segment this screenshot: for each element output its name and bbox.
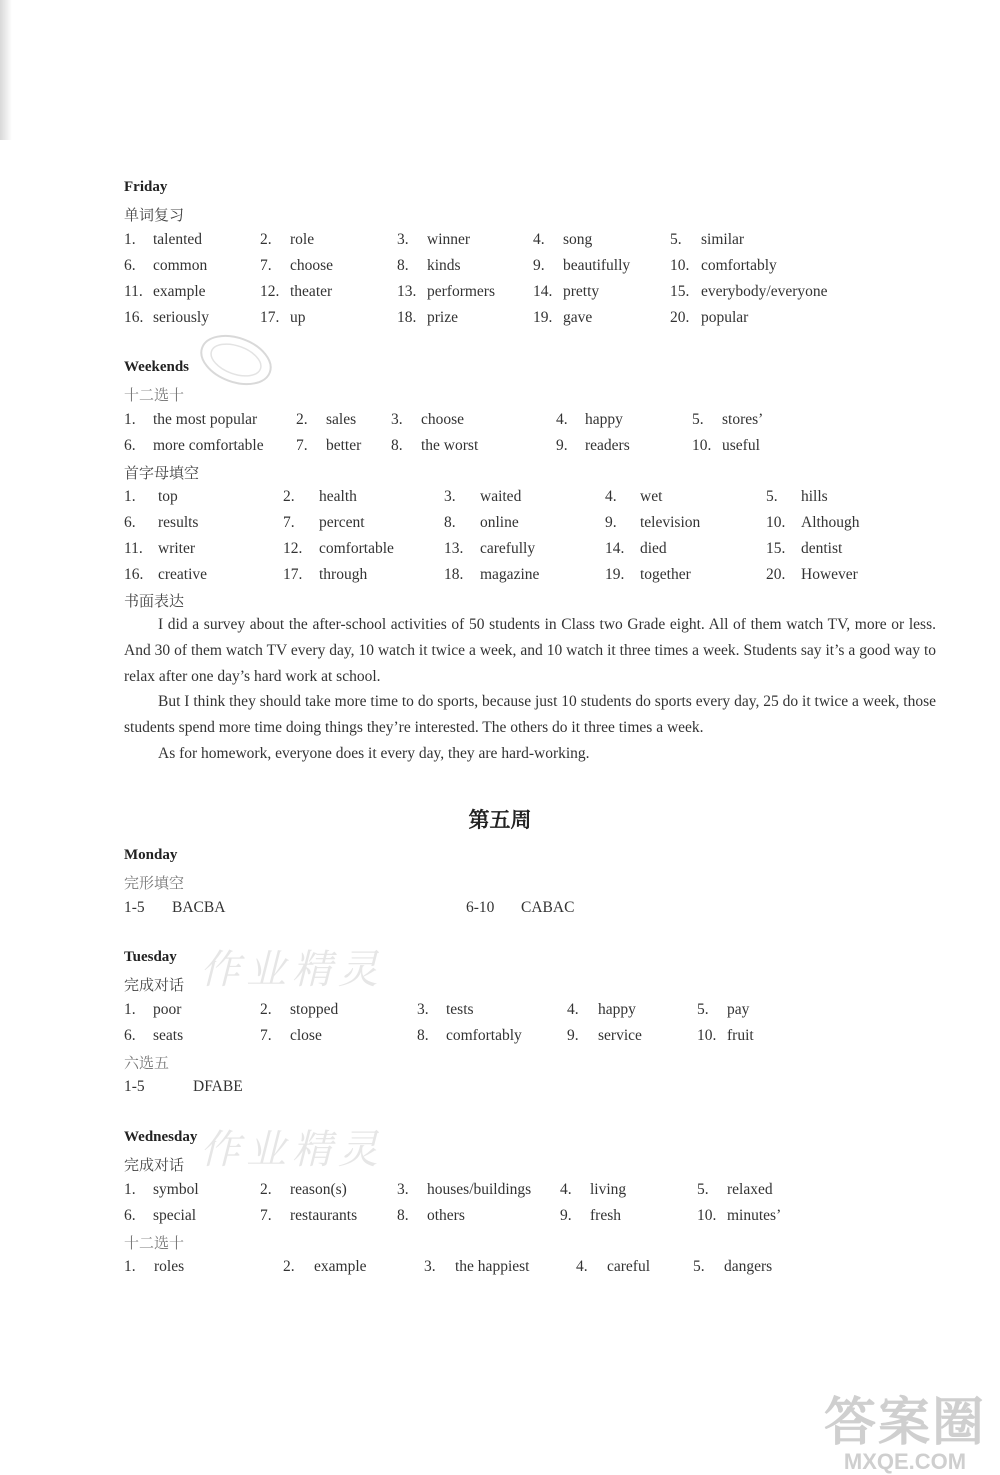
answer-word: example	[153, 283, 206, 300]
answer-number: 16.	[124, 566, 144, 583]
answer-word: percent	[319, 514, 365, 531]
answer-number: 10.	[766, 514, 786, 531]
answer-number: 13.	[444, 540, 464, 557]
answer-word: health	[319, 488, 357, 505]
brand-watermark-logo	[824, 1380, 986, 1475]
answer-number: 13.	[397, 283, 417, 300]
answer-number: 12.	[260, 283, 280, 300]
answer-number: 5.	[692, 411, 704, 428]
answer-number: 8.	[417, 1027, 429, 1044]
answer-number: 10.	[697, 1207, 717, 1224]
answer-number: 20.	[670, 309, 690, 326]
answer-row	[124, 488, 984, 508]
answer-number: 4.	[533, 231, 545, 248]
answer-number: 19.	[605, 566, 625, 583]
answer-word: kinds	[427, 257, 461, 274]
answer-word: gave	[563, 309, 593, 326]
answer-number: 9.	[533, 257, 545, 274]
answer-word: fresh	[590, 1207, 621, 1224]
answer-word: poor	[153, 1001, 182, 1018]
weekends-heading: Weekends	[124, 359, 190, 375]
answer-word: theater	[290, 283, 333, 300]
answer-row	[124, 411, 984, 431]
tuesday-heading: Tuesday	[124, 949, 177, 965]
answer-value: CABAC	[521, 899, 575, 916]
week-title: 第五周	[468, 808, 532, 832]
answer-word: beautifully	[563, 257, 631, 274]
answer-word: talented	[153, 231, 203, 248]
answer-number: 3.	[397, 1181, 409, 1198]
answer-number: 5.	[697, 1001, 709, 1018]
answer-word: choose	[421, 411, 465, 428]
answer-number: 14.	[605, 540, 625, 557]
answer-row	[124, 231, 984, 251]
answer-word: stores’	[722, 411, 764, 428]
answer-word: prize	[427, 309, 458, 326]
watermark-text: 作业精灵	[200, 947, 384, 992]
answer-row	[124, 283, 984, 303]
answer-number: 7.	[260, 1027, 272, 1044]
answer-number: 20.	[766, 566, 786, 583]
answer-row	[124, 257, 984, 277]
answer-number: 4.	[567, 1001, 579, 1018]
answer-word: better	[326, 437, 362, 454]
answer-number: 12.	[283, 540, 303, 557]
answer-word: happy	[585, 411, 623, 428]
answer-row	[124, 566, 984, 586]
answer-word: useful	[722, 437, 760, 454]
answer-word: pay	[727, 1001, 750, 1018]
essay-paragraph: But I think they should take more time to do sports, because just 10 students do sports every day, 25 do it twice a week, those students spend more time doing things they’re interested. The others do it three times a week.	[124, 693, 936, 737]
answer-number: 6.	[124, 1207, 136, 1224]
weekends-section-twelve-choose-ten: 十二选十	[124, 388, 185, 404]
answer-word: the most popular	[153, 411, 258, 428]
answer-number: 2.	[260, 231, 272, 248]
friday-section-word-review: 单词复习	[124, 208, 185, 224]
answer-number: 6.	[124, 257, 136, 274]
answer-number: 8.	[391, 437, 403, 454]
answer-word: symbol	[153, 1181, 199, 1198]
answer-number: 4.	[560, 1181, 572, 1198]
answer-number: 8.	[444, 514, 456, 531]
answer-number: 2.	[260, 1001, 272, 1018]
page-edge-shadow	[0, 0, 12, 140]
answer-number: 3.	[417, 1001, 429, 1018]
answer-number: 5.	[697, 1181, 709, 1198]
answer-range: 1-5	[124, 1078, 145, 1095]
answer-row	[124, 437, 984, 457]
answer-range: 6-10	[466, 899, 495, 916]
weekends-section-writing: 书面表达	[124, 594, 185, 610]
answer-number: 10.	[692, 437, 712, 454]
answer-word: carefully	[480, 540, 536, 557]
answer-word: song	[563, 231, 593, 248]
answer-number: 6.	[124, 514, 136, 531]
answer-number: 1.	[124, 231, 136, 248]
essay-paragraph: I did a survey about the after-school activities of 50 students in Class two Grade eight. All of them watch TV, more or less. And 30 of them watch TV every day, 10 watch it twice a week, and 10 watch it three times a week. Students say it’s a good way to relax after one day’s hard work at school.	[124, 616, 936, 685]
answer-word: restaurants	[290, 1207, 358, 1224]
answer-number: 5.	[766, 488, 778, 505]
answer-number: 8.	[397, 1207, 409, 1224]
answer-word: pretty	[563, 283, 600, 300]
answer-word: example	[314, 1258, 367, 1275]
answer-word: careful	[607, 1258, 651, 1275]
answer-number: 9.	[567, 1027, 579, 1044]
answer-number: 6.	[124, 437, 136, 454]
answer-word: sales	[326, 411, 357, 428]
answer-number: 11.	[124, 540, 143, 557]
answer-word: comfortably	[446, 1027, 522, 1044]
answer-number: 1.	[124, 411, 136, 428]
answer-range: 1-5	[124, 899, 145, 916]
answer-word: Although	[801, 514, 860, 531]
friday-heading: Friday	[124, 179, 168, 195]
watermark-text: 作业精灵	[200, 1127, 384, 1172]
answer-number: 9.	[556, 437, 568, 454]
answer-word: up	[290, 309, 306, 326]
tuesday-section-six-choose-five: 六选五	[124, 1056, 170, 1072]
answer-word: relaxed	[727, 1181, 773, 1198]
answer-number: 15.	[766, 540, 786, 557]
answer-number: 7.	[283, 514, 295, 531]
answer-row	[124, 1001, 984, 1021]
answer-value: DFABE	[193, 1078, 243, 1095]
answer-word: others	[427, 1207, 465, 1224]
answer-number: 15.	[670, 283, 690, 300]
answer-number: 8.	[397, 257, 409, 274]
answer-word: magazine	[480, 566, 540, 583]
answer-number: 4.	[605, 488, 617, 505]
answer-number: 11.	[124, 283, 143, 300]
tuesday-section-dialogue: 完成对话	[124, 978, 185, 994]
answer-number: 10.	[697, 1027, 717, 1044]
answer-word: minutes’	[727, 1207, 782, 1224]
answer-word: happy	[598, 1001, 636, 1018]
answer-word: houses/buildings	[427, 1181, 532, 1198]
answer-row	[124, 1258, 984, 1278]
answer-row	[124, 1027, 984, 1047]
answer-number: 2.	[296, 411, 308, 428]
answer-number: 3.	[391, 411, 403, 428]
answer-word: service	[598, 1027, 642, 1044]
answer-word: popular	[701, 309, 749, 326]
watermark-stamp-icon	[196, 332, 276, 388]
answer-number: 3.	[444, 488, 456, 505]
writing-essay	[124, 612, 936, 767]
answer-number: 7.	[260, 1207, 272, 1224]
answer-number: 18.	[397, 309, 417, 326]
answer-word: creative	[158, 566, 208, 583]
answer-word: stopped	[290, 1001, 339, 1018]
answer-number: 6.	[124, 1027, 136, 1044]
answer-number: 7.	[296, 437, 308, 454]
answer-number: 5.	[670, 231, 682, 248]
answer-word: writer	[158, 540, 196, 557]
answer-number: 18.	[444, 566, 464, 583]
answer-row	[124, 309, 984, 329]
answer-word: tests	[446, 1001, 474, 1018]
answer-word: results	[158, 514, 199, 531]
answer-word: roles	[154, 1258, 185, 1275]
answer-row	[124, 1207, 984, 1227]
answer-number: 17.	[283, 566, 303, 583]
answer-number: 3.	[424, 1258, 436, 1275]
answer-word: seats	[153, 1027, 184, 1044]
answer-number: 1.	[124, 1181, 136, 1198]
answer-word: comfortable	[319, 540, 394, 557]
answer-word: common	[153, 257, 208, 274]
answer-word: more comfortable	[153, 437, 264, 454]
answer-number: 14.	[533, 283, 553, 300]
answer-word: special	[153, 1207, 197, 1224]
answer-word: close	[290, 1027, 322, 1044]
answer-word: died	[640, 540, 667, 557]
brand-name: 答案圈	[823, 1395, 986, 1452]
answer-number: 1.	[124, 488, 136, 505]
answer-word: everybody/everyone	[701, 283, 828, 300]
answer-word: waited	[480, 488, 522, 505]
answer-number: 16.	[124, 309, 144, 326]
answer-number: 9.	[560, 1207, 572, 1224]
answer-number: 2.	[283, 488, 295, 505]
answer-word: through	[319, 566, 368, 583]
answer-value: BACBA	[172, 899, 226, 916]
answer-word: dangers	[724, 1258, 773, 1275]
wednesday-section-dialogue: 完成对话	[124, 1158, 185, 1174]
answer-word: living	[590, 1181, 627, 1198]
answer-word: dentist	[801, 540, 843, 557]
weekends-section-initial-letter: 首字母填空	[124, 466, 200, 482]
wednesday-section-twelve-choose-ten: 十二选十	[124, 1236, 185, 1252]
answer-number: 3.	[397, 231, 409, 248]
answer-number: 5.	[693, 1258, 705, 1275]
answer-word: online	[480, 514, 519, 531]
answer-word: seriously	[153, 309, 209, 326]
answer-word: similar	[701, 231, 745, 248]
answer-word: the worst	[421, 437, 479, 454]
answer-number: 10.	[670, 257, 690, 274]
answer-number: 1.	[124, 1258, 136, 1275]
answer-number: 9.	[605, 514, 617, 531]
answer-word: reason(s)	[290, 1181, 347, 1198]
answer-word: wet	[640, 488, 663, 505]
answer-number: 2.	[283, 1258, 295, 1275]
answer-number: 7.	[260, 257, 272, 274]
answer-number: 4.	[576, 1258, 588, 1275]
answer-row	[124, 1181, 984, 1201]
monday-heading: Monday	[124, 847, 178, 863]
answer-word: comfortably	[701, 257, 777, 274]
answer-word: the happiest	[455, 1258, 530, 1275]
answer-row	[124, 540, 984, 560]
answer-word: choose	[290, 257, 334, 274]
brand-url: MXQE.COM	[843, 1449, 967, 1474]
answer-word: fruit	[727, 1027, 754, 1044]
answer-word: However	[801, 566, 858, 583]
answer-row	[124, 514, 984, 534]
answer-word: top	[158, 488, 178, 505]
answer-number: 4.	[556, 411, 568, 428]
answer-word: role	[290, 231, 315, 248]
answer-number: 1.	[124, 1001, 136, 1018]
answer-word: television	[640, 514, 701, 531]
wednesday-heading: Wednesday	[124, 1129, 198, 1145]
answer-word: performers	[427, 283, 495, 300]
answer-number: 17.	[260, 309, 280, 326]
answer-word: readers	[585, 437, 630, 454]
answer-word: winner	[427, 231, 471, 248]
answer-number: 19.	[533, 309, 553, 326]
answer-word: hills	[801, 488, 828, 505]
essay-paragraph: As for homework, everyone does it every day, they are hard-working.	[158, 744, 590, 762]
monday-section-cloze: 完形填空	[124, 876, 185, 892]
answer-number: 2.	[260, 1181, 272, 1198]
answer-word: together	[640, 566, 691, 583]
